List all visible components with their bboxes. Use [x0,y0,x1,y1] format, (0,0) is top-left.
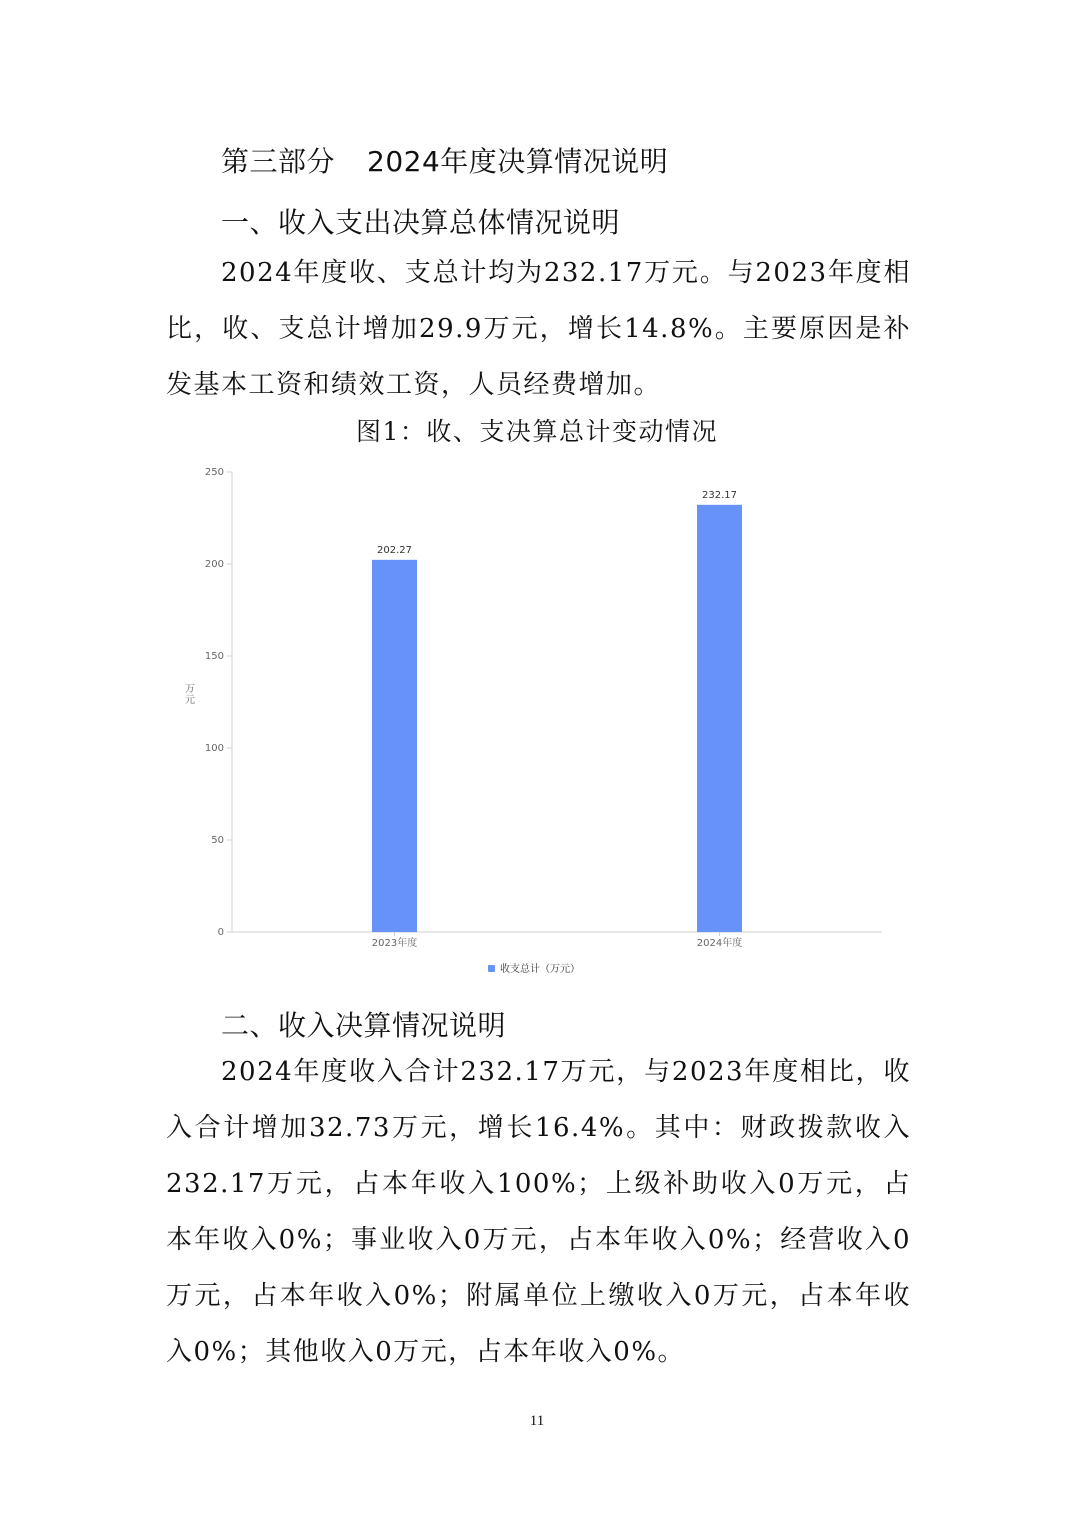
page-number: 11 [529,1413,545,1429]
part-title-label: 第三部分 [221,145,336,178]
data-labels [377,490,737,556]
legend [488,962,580,975]
y-tick-label: 200 [204,559,224,570]
section1-heading: 一、收入支出决算总体情况说明 [221,206,621,239]
section2-paragraph: 2024年度收入合计232.17万元，与2023年度相比，收入合计增加32.73万元，增长16.4%。其中：财政拨款收入232.17万元，占本年收入100%；上级补助收入0万元，占本年收入0%；事业收入0万元，占本年收入0%；经营收入0万元，占本年收入0%；附属单位上缴收入0万元，占本年收入0%；其他收入0万元，占本年收入0%。 [166,1057,911,1367]
part-title-text: 2024年度决算情况说明 [367,145,669,178]
y-tick-label: 150 [204,651,224,662]
y-tick-label: 50 [211,835,224,846]
y-axis-title: 万元 [185,684,195,706]
x-axis [232,932,882,949]
legend-swatch [488,965,495,972]
section1-paragraph: 2024年度收、支总计均为232.17万元。与2023年度相比，收、支总计增加29.9万元，增长14.8%。主要原因是补发基本工资和绩效工资，人员经费增加。 [166,258,911,400]
y-tick-label: 100 [204,743,224,754]
x-tick-label: 2023年度 [371,938,418,949]
bar [697,505,742,932]
legend-label: 收支总计（万元） [500,964,580,975]
section2-heading: 二、收入决算情况说明 [221,1009,507,1042]
figure1-caption: 图1：收、支决算总计变动情况 [356,417,718,446]
bar [372,560,417,932]
y-tick-label: 250 [204,467,224,478]
y-tick-label: 0 [217,927,224,938]
bar-value-label: 232.17 [702,489,737,501]
part-title [221,140,668,180]
bar-value-label: 202.27 [377,544,412,556]
bar-chart [160,460,900,985]
x-tick-label: 2024年度 [696,938,743,949]
bars [372,505,742,932]
y-axis [205,467,232,938]
